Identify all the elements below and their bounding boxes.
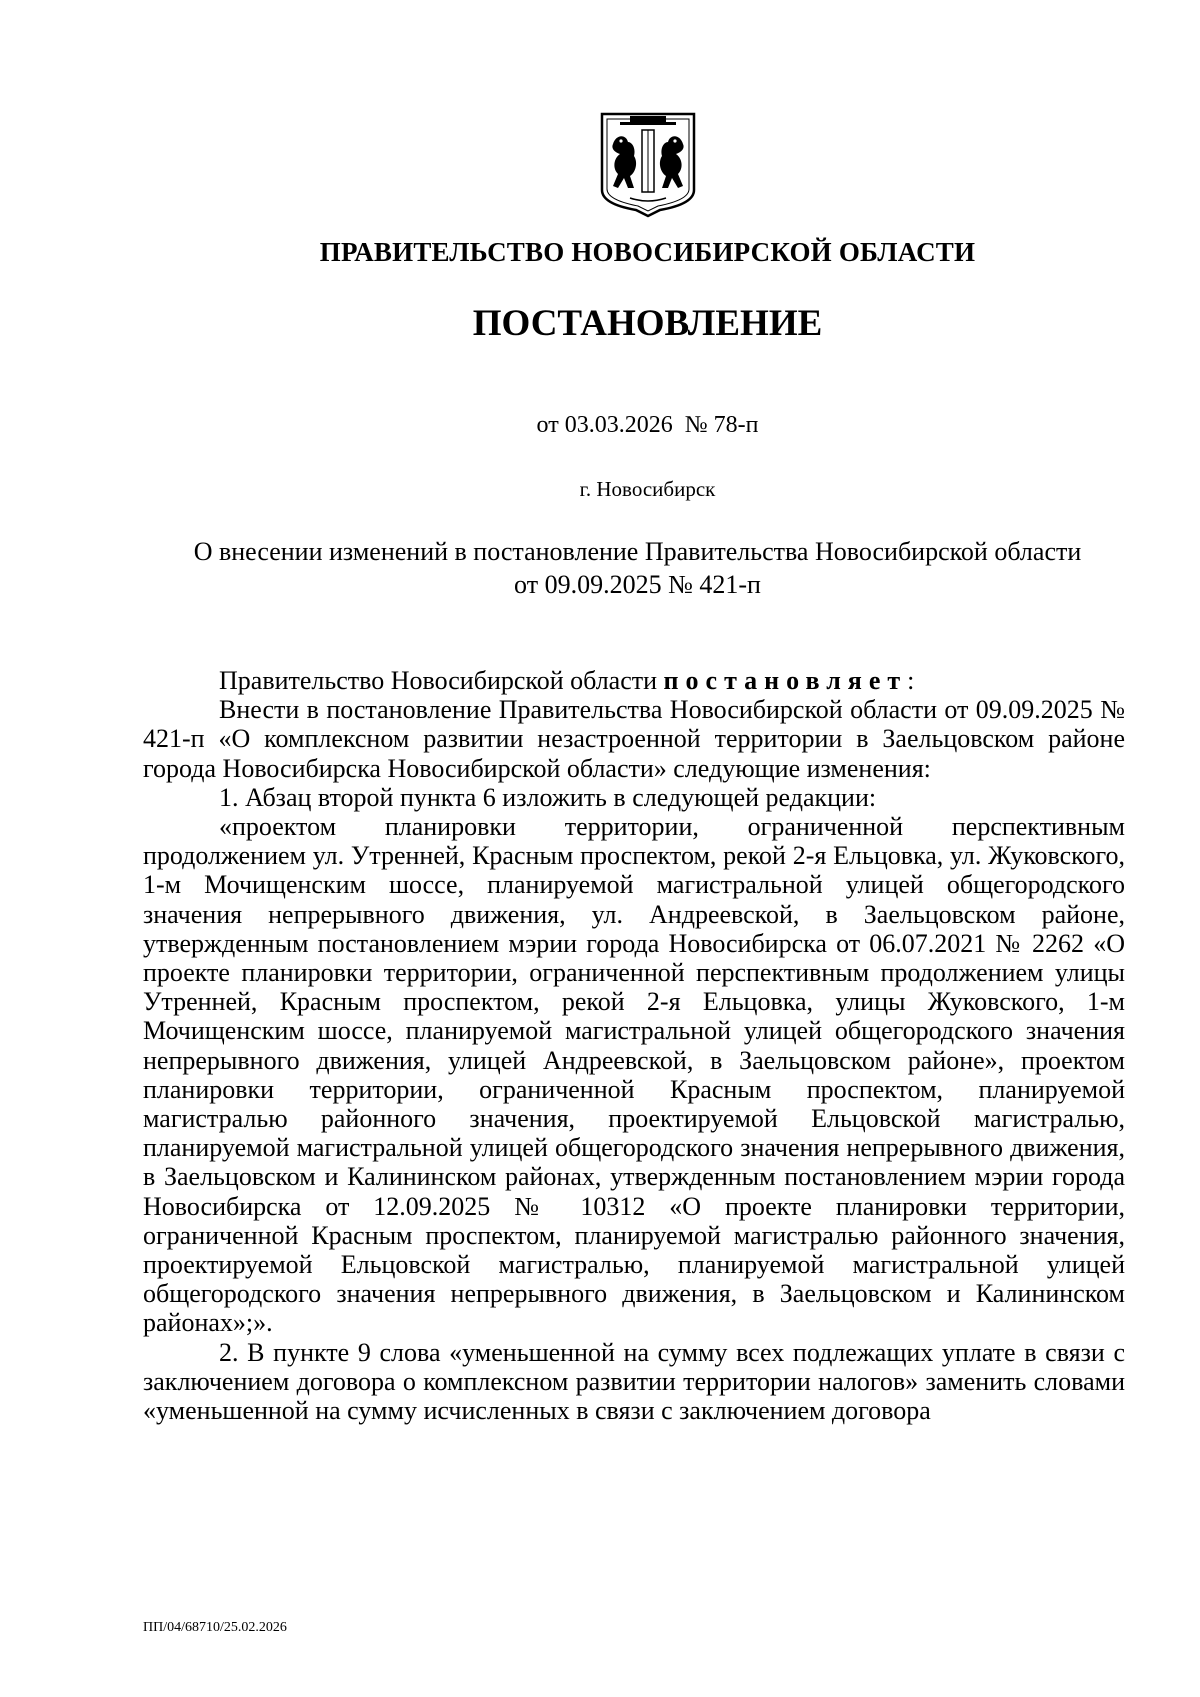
resolution-intro — [143, 666, 1125, 695]
item-1-title: 1. Абзац второй пункта 6 изложить в следующей редакции: — [219, 782, 877, 812]
intro-suffix: : — [907, 666, 915, 695]
coat-of-arms-icon — [600, 112, 696, 218]
subject-line-2: от 09.09.2025 № 421-п — [514, 570, 761, 599]
document-subject — [150, 535, 1125, 601]
document-city: г. Новосибирск — [579, 477, 716, 501]
intro-resolves-word: постановляет — [663, 666, 908, 695]
org-title: ПРАВИТЕЛЬСТВО НОВОСИБИРСКОЙ ОБЛАСТИ — [319, 237, 976, 267]
subject-line-1: О внесении изменений в постановление Правительства Новосибирской области — [193, 537, 1082, 566]
document-code: ПП/04/68710/25.02.2026 — [143, 1620, 287, 1635]
document-type-title: ПОСТАНОВЛЕНИЕ — [472, 303, 823, 344]
intro-prefix: Правительство Новосибирской области — [219, 666, 664, 695]
item-2-text: 2. В пункте 9 слова «уменьшенной на сумму всех подлежащих уплате в связи с заключением договора о комплексном развитии территории налогов» заменить словами «уменьшенной на сумму исчисленных в связи с заключением договора — [143, 1337, 1125, 1426]
document-body — [143, 666, 1125, 1425]
main-paragraph: Внести в постановление Правительства Новосибирской области от 09.09.2025 № 421-п «О комплексном развитии незастроенной территории в Заельцовском районе города Новосибирска Новосибирской области» следующие изменения: — [143, 695, 1125, 783]
document-date-number: от 03.03.2026 № 78-п — [536, 412, 759, 438]
item-1-text: «проектом планировки территории, ограниченной перспективным продолжением ул. Утренней, Красным проспектом, рекой 2-я Ельцовка, ул. Жуковского, 1-м Мочищенским шоссе, планируемой магистральной улицей общегородского значения непрерывного движения, ул. Андреевской, в Заельцовском районе, утвержденным постановлением мэрии города Новосибирска от 06.07.2021 № 2262 «О проекте планировки территории, ограниченной перспективным продолжением улицы Утренней, Красным проспектом, рекой 2-я Ельцовка, улицы Жуковского, 1-м Мочищенским шоссе, планируемой магистральной улицей общегородского значения непрерывного движения, улицей Андреевской, в Заельцовском районе», проектом планировки территории, ограниченной Красным проспектом, планируемой магистралью районного значения, проектируемой Ельцовской магистралью, планируемой магистральной улицей общегородского значения непрерывного движения, в Заельцовском и Калининском районах, утвержденным постановлением мэрии города Новосибирска от 12.09.2025 № 10312 «О проекте планировки территории, ограниченной Красным проспектом, планируемой магистралью районного значения, проектируемой Ельцовской магистралью, планируемой магистральной улицей общегородского значения непрерывного движения, в Заельцовском и Калининском районах»;». — [143, 812, 1125, 1338]
